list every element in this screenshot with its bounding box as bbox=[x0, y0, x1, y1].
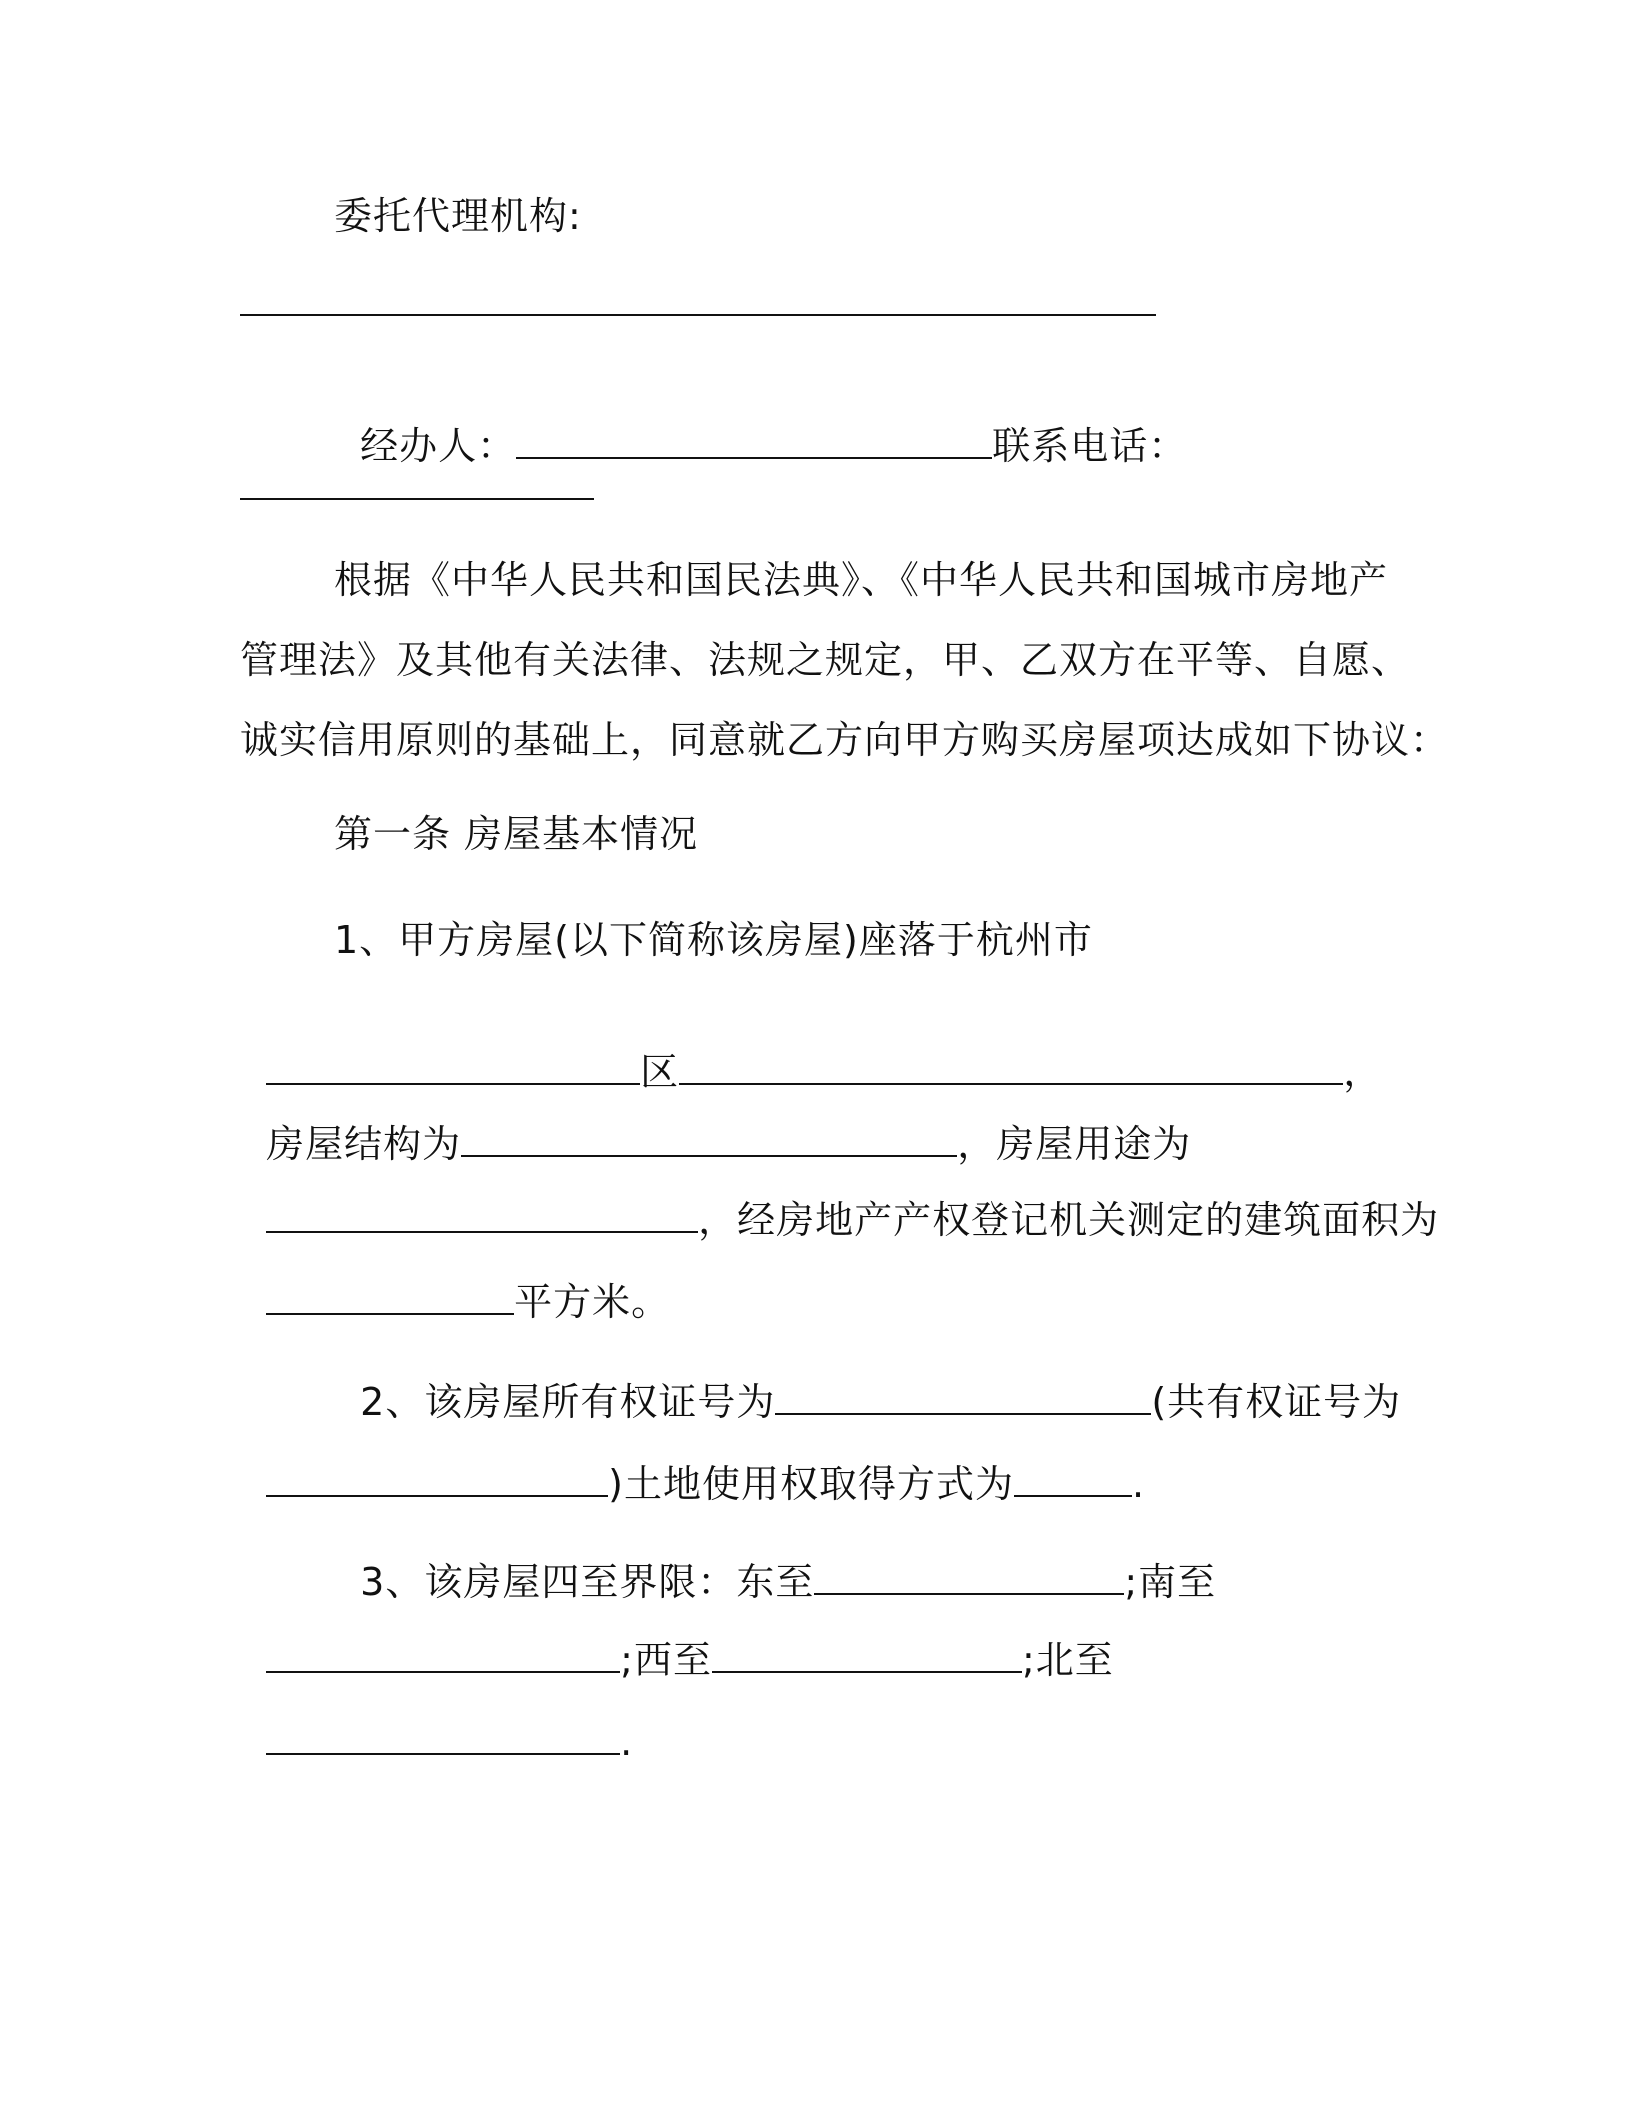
item-1-text: 1、甲方房屋(以下简称该房屋)座落于杭州市 bbox=[334, 918, 1093, 962]
south-blank[interactable] bbox=[266, 1641, 620, 1673]
handler-row bbox=[334, 374, 1187, 470]
phone-blank[interactable] bbox=[240, 498, 594, 500]
preamble-line-1: 根据《中华人民共和国民法典》、《中华人民共和国城市房地产 bbox=[334, 558, 1389, 602]
preamble-line-3: 诚实信用原则的基础上，同意就乙方向甲方购买房屋项达成如下协议： bbox=[240, 718, 1450, 762]
district-label: 区 bbox=[640, 1050, 680, 1094]
preamble-line-2: 管理法》及其他有关法律、法规之规定，甲、乙双方在平等、自愿、 bbox=[240, 638, 1411, 682]
item-1-area-row bbox=[240, 1230, 670, 1326]
west-blank[interactable] bbox=[712, 1641, 1022, 1673]
item-2-text: 2、该房屋所有权证号为 bbox=[360, 1380, 776, 1424]
co-cert-label: (共有权证号为 bbox=[1151, 1380, 1402, 1424]
cert-no-blank[interactable] bbox=[775, 1383, 1151, 1415]
item-3-text: 3、该房屋四至界限：东至 bbox=[360, 1560, 815, 1604]
phone-label: 联系电话： bbox=[992, 424, 1188, 468]
west-label: ;西至 bbox=[620, 1638, 712, 1682]
handler-label: 经办人： bbox=[360, 424, 517, 468]
agency-blank[interactable] bbox=[240, 314, 1156, 316]
item-3-end: . bbox=[620, 1720, 634, 1764]
area-blank[interactable] bbox=[266, 1283, 514, 1315]
item-2-end: . bbox=[1132, 1462, 1146, 1506]
area-unit: 平方米。 bbox=[514, 1280, 671, 1324]
co-cert-blank[interactable] bbox=[266, 1465, 608, 1497]
item-3-north-row bbox=[240, 1670, 633, 1766]
usage-label: ，房屋用途为 bbox=[957, 1122, 1192, 1166]
north-label: ;北至 bbox=[1021, 1638, 1114, 1682]
comma: ， bbox=[1343, 1050, 1383, 1094]
area-label: ，经房地产产权登记机关测定的建筑面积为 bbox=[698, 1198, 1440, 1242]
land-use-label: )土地使用权取得方式为 bbox=[608, 1462, 1014, 1506]
agency-label: 委托代理机构: bbox=[334, 194, 582, 238]
south-label: ;南至 bbox=[1124, 1560, 1217, 1604]
land-use-blank[interactable] bbox=[1014, 1465, 1132, 1497]
north-blank[interactable] bbox=[266, 1723, 620, 1755]
item-2-land-row bbox=[240, 1412, 1145, 1508]
usage-blank[interactable] bbox=[266, 1201, 698, 1233]
article-1-title: 第一条 房屋基本情况 bbox=[334, 812, 699, 856]
handler-blank[interactable] bbox=[516, 427, 992, 459]
structure-label: 房屋结构为 bbox=[266, 1122, 462, 1166]
